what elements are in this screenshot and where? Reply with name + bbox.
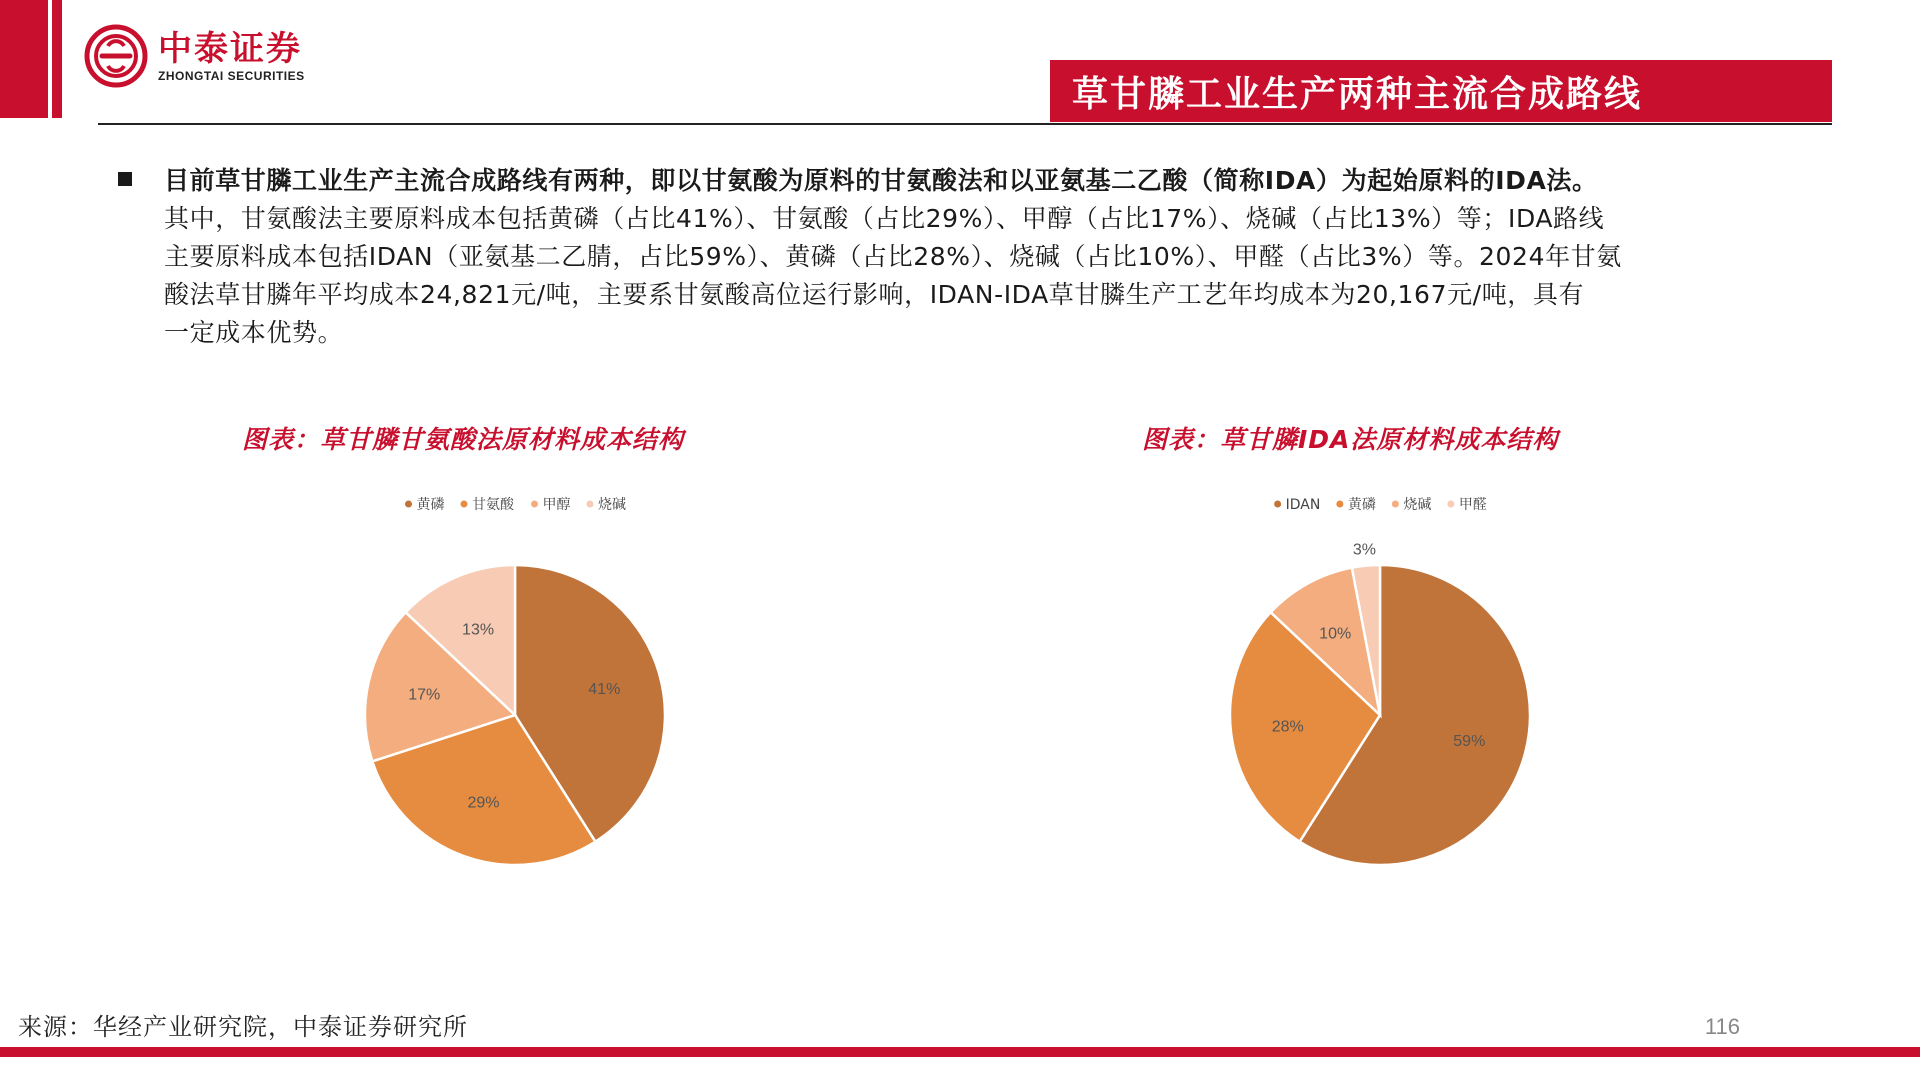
legend-label: 甲醇 [542, 497, 571, 513]
legend-item [1336, 496, 1376, 513]
bullet-paragraph [118, 162, 1818, 352]
header-divider [98, 123, 1832, 125]
chart-legend [405, 496, 626, 513]
data-label: 29% [467, 794, 500, 812]
legend-item [586, 496, 626, 513]
legend-swatch [1274, 501, 1281, 508]
page-number: 116 [1704, 1014, 1740, 1039]
bullet-square-icon [118, 172, 132, 186]
pie-chart-glycine [330, 480, 710, 880]
legend-swatch [531, 501, 538, 508]
bullet-lead-sentence: 目前草甘膦工业生产主流合成路线有两种，即以甘氨酸为原料的甘氨酸法和以亚氨基二乙酸（简称IDA）为起始原料的IDA法。 [164, 166, 1598, 195]
legend-label: 黄磷 [1347, 497, 1376, 513]
chart-title-glycine: 图表：草甘膦甘氨酸法原材料成本结构 [242, 425, 685, 454]
source-note: 来源：华经产业研究院，中泰证券研究所 [18, 1013, 468, 1041]
legend-item [405, 496, 445, 513]
legend-swatch [1336, 501, 1343, 508]
zhongtai-logo-icon [84, 24, 148, 88]
legend-item [1447, 496, 1487, 513]
bullet-line: 主要原料成本包括IDAN（亚氨基二乙腈，占比59%）、黄磷（占比28%）、烧碱（占比10%）、甲醛（占比3%）等。2024年甘氨 [164, 242, 1622, 271]
legend-item [1392, 496, 1432, 513]
brand-name-en: ZHONGTAI SECURITIES [158, 69, 305, 83]
legend-swatch [1447, 501, 1454, 508]
bullet-line: 其中，甘氨酸法主要原料成本包括黄磷（占比41%）、甘氨酸（占比29%）、甲醇（占比17%）、烧碱（占比13%）等；IDA路线 [164, 204, 1605, 233]
slide-title-banner [1050, 60, 1832, 122]
data-label: 3% [1352, 541, 1376, 559]
bullet-line: 酸法草甘膦年平均成本24,821元/吨，主要系甘氨酸高位运行影响，IDAN-IDA草甘膦生产工艺年均成本为20,167元/吨，具有 [164, 280, 1585, 309]
data-label: 13% [462, 621, 495, 639]
legend-swatch [586, 501, 593, 508]
footer-bar [0, 1047, 1920, 1057]
legend-label: 黄磷 [416, 497, 445, 513]
legend-swatch [461, 501, 468, 508]
chart-title-ida: 图表：草甘膦IDA法原材料成本结构 [1142, 425, 1559, 454]
chart-legend [1274, 496, 1487, 513]
left-accent-stripes [0, 0, 62, 118]
legend-label: IDAN [1285, 497, 1321, 513]
legend-swatch [1392, 501, 1399, 508]
data-label: 28% [1271, 718, 1304, 736]
brand-name-cn: 中泰证券 [158, 29, 302, 69]
company-logo [84, 24, 305, 88]
data-label: 59% [1453, 732, 1486, 750]
bullet-line: 一定成本优势。 [164, 318, 344, 347]
pie-chart-ida [1195, 480, 1575, 880]
legend-label: 烧碱 [597, 497, 626, 513]
legend-label: 甲醛 [1458, 497, 1487, 513]
legend-label: 甘氨酸 [472, 497, 515, 513]
legend-label: 烧碱 [1403, 497, 1432, 513]
data-label: 17% [408, 686, 441, 704]
slide-title: 草甘膦工业生产两种主流合成路线 [1072, 73, 1643, 115]
legend-item [531, 497, 571, 513]
legend-item [461, 497, 515, 513]
data-label: 41% [588, 681, 621, 699]
data-label: 10% [1319, 625, 1352, 643]
legend-item [1274, 497, 1320, 513]
legend-swatch [405, 501, 412, 508]
